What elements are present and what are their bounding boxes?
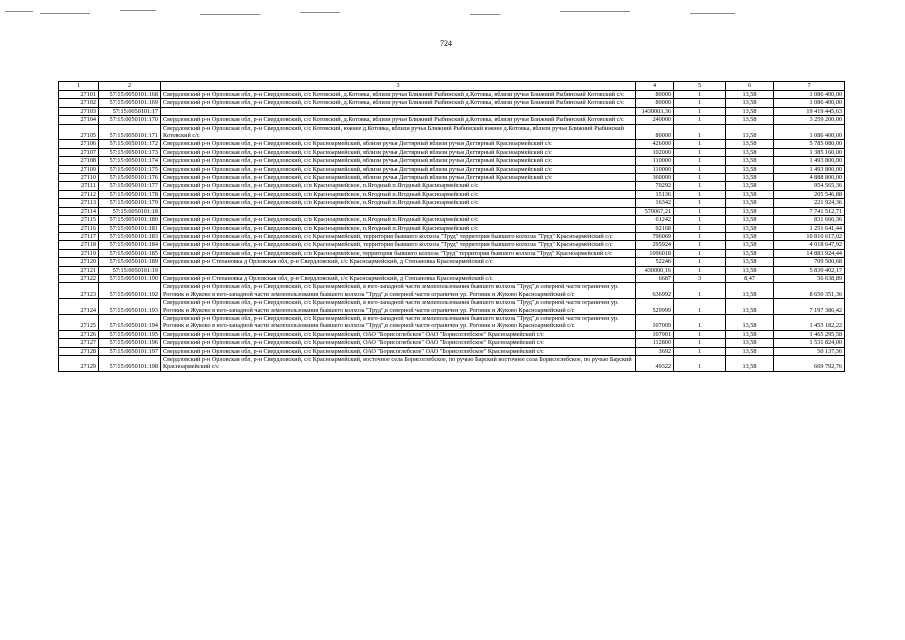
cadastral-number-cell: 57:15:0050101:189 bbox=[99, 258, 161, 266]
row-number-cell: 27126 bbox=[59, 330, 99, 338]
address-cell: Свердловский р-н Орловская обл, р-н Свердловский, с/с Красноармейский, вблизи ручья Дегтярный вблизи ручья Дегтярный Красноармейский с/с bbox=[161, 140, 636, 148]
area-cell: 15136 bbox=[636, 190, 674, 198]
column-header: 4 bbox=[636, 82, 674, 91]
value-cell: 1 453 182,22 bbox=[774, 314, 845, 330]
category-cell: 1 bbox=[674, 347, 726, 355]
value-cell: 1 086 400,00 bbox=[774, 99, 845, 107]
area-cell: 1096018 bbox=[636, 249, 674, 257]
category-cell: 1 bbox=[674, 283, 726, 299]
category-cell: 1 bbox=[674, 182, 726, 190]
address-cell: Свердловский р-н Орловская обл, р-н Свердловский, с/с Красноармейский, ОАО "Борисоглебское" ОАО "Борисоглебское" Красноармейский с/с bbox=[161, 330, 636, 338]
rate-cell: 13,58 bbox=[726, 249, 774, 257]
cadastral-number-cell: 57:15:0050101:18 bbox=[99, 207, 161, 215]
address-cell bbox=[161, 207, 636, 215]
table-header-row bbox=[59, 82, 845, 91]
table-row bbox=[59, 330, 845, 338]
cadastral-number-cell: 57:15:0050101:177 bbox=[99, 182, 161, 190]
row-number-cell: 27108 bbox=[59, 157, 99, 165]
category-cell: 1 bbox=[674, 241, 726, 249]
column-header: 7 bbox=[774, 82, 845, 91]
cadastral-number-cell: 57:15:0050101:195 bbox=[99, 330, 161, 338]
address-cell: Свердловский р-н Орловская обл, р-н Свердловский, с/с Красноармейский, ОАО "Борисоглебское" ОАО "Борисоглебское" Красноармейский с/с bbox=[161, 339, 636, 347]
row-number-cell: 27125 bbox=[59, 314, 99, 330]
row-number-cell: 27112 bbox=[59, 190, 99, 198]
row-number-cell: 27114 bbox=[59, 207, 99, 215]
table-row bbox=[59, 148, 845, 156]
table-row bbox=[59, 224, 845, 232]
rate-cell: 13,58 bbox=[726, 314, 774, 330]
category-cell: 1 bbox=[674, 124, 726, 140]
value-cell: 831 666,36 bbox=[774, 216, 845, 224]
value-cell: 56 638,89 bbox=[774, 274, 845, 282]
rate-cell: 13,58 bbox=[726, 116, 774, 124]
area-cell: 107009 bbox=[636, 314, 674, 330]
rate-cell: 13,58 bbox=[726, 356, 774, 372]
table-row bbox=[59, 165, 845, 173]
cadastral-number-cell: 57:15:0050101:174 bbox=[99, 157, 161, 165]
rate-cell: 13,58 bbox=[726, 216, 774, 224]
value-cell: 14 883 924,44 bbox=[774, 249, 845, 257]
table-row bbox=[59, 216, 845, 224]
row-number-cell: 27101 bbox=[59, 91, 99, 99]
area-cell: 570067,21 bbox=[636, 207, 674, 215]
cadastral-number-cell: 57:15:0050101:192 bbox=[99, 283, 161, 299]
address-cell bbox=[161, 107, 636, 115]
rate-cell: 13,58 bbox=[726, 232, 774, 240]
address-cell: Свердловский р-н Орловская обл, р-н Свердловский, с/с Котовский, д.Котовка, вблизи ручья Ближний Рыбинский д.Котовка, вблизи ручья Ближний Рыбинский Котовский с/с bbox=[161, 91, 636, 99]
rate-cell: 8,47 bbox=[726, 274, 774, 282]
area-cell: 112800 bbox=[636, 339, 674, 347]
rate-cell: 13,58 bbox=[726, 299, 774, 315]
value-cell: 8 650 351,36 bbox=[774, 283, 845, 299]
table-row bbox=[59, 356, 845, 372]
area-cell: 6687 bbox=[636, 274, 674, 282]
cadastral-number-cell: 57:15:0050101:181 bbox=[99, 224, 161, 232]
rate-cell: 13,58 bbox=[726, 258, 774, 266]
rate-cell: 13,58 bbox=[726, 148, 774, 156]
cadastral-number-cell: 57:15:0050101:169 bbox=[99, 99, 161, 107]
category-cell: 1 bbox=[674, 216, 726, 224]
category-cell: 1 bbox=[674, 299, 726, 315]
rate-cell: 13,58 bbox=[726, 157, 774, 165]
value-cell: 221 924,36 bbox=[774, 199, 845, 207]
value-cell: 1 465 295,58 bbox=[774, 330, 845, 338]
row-number-cell: 27109 bbox=[59, 165, 99, 173]
value-cell: 4 888 800,00 bbox=[774, 174, 845, 182]
cadastral-number-cell: 57:15:0050101:193 bbox=[99, 299, 161, 315]
rate-cell: 13,58 bbox=[726, 174, 774, 182]
address-cell: Свердловский р-н Орловская обл, р-н Свердловский, с/п Красноармейское, п.Ягодный п.Ягодный Красноармейский с/с bbox=[161, 224, 636, 232]
rate-cell: 13,58 bbox=[726, 207, 774, 215]
value-cell: 669 792,76 bbox=[774, 356, 845, 372]
value-cell: 1 493 800,00 bbox=[774, 165, 845, 173]
rate-cell: 13,58 bbox=[726, 330, 774, 338]
category-cell: 1 bbox=[674, 249, 726, 257]
rate-cell: 13,58 bbox=[726, 140, 774, 148]
value-cell: 1 531 824,00 bbox=[774, 339, 845, 347]
page-number: 724 bbox=[440, 39, 452, 48]
row-number-cell: 27107 bbox=[59, 148, 99, 156]
row-number-cell: 27116 bbox=[59, 224, 99, 232]
column-header: 2 bbox=[99, 82, 161, 91]
rate-cell: 13,58 bbox=[726, 107, 774, 115]
rate-cell: 13,58 bbox=[726, 91, 774, 99]
address-cell bbox=[161, 266, 636, 274]
row-number-cell: 27128 bbox=[59, 347, 99, 355]
cadastral-number-cell: 57:15:0050101:178 bbox=[99, 190, 161, 198]
area-cell: 102000 bbox=[636, 148, 674, 156]
column-header: 1 bbox=[59, 82, 99, 91]
category-cell: 1 bbox=[674, 266, 726, 274]
row-number-cell: 27119 bbox=[59, 249, 99, 257]
table-row bbox=[59, 339, 845, 347]
table-row bbox=[59, 249, 845, 257]
table-row bbox=[59, 190, 845, 198]
address-cell: Свердловский р-н Орловская обл, р-н Свердловский, с/п Красноармейское, территория бывшего колхоза "Труд" территория бывшего колхоза "Труд" Красноармейский с/с bbox=[161, 249, 636, 257]
cadastral-number-cell: 57:15:0050101:171 bbox=[99, 124, 161, 140]
address-cell: Свердловский р-н Орловская обл, р-н Свердловский, с/с Красноармейский, восточное села Борисоглебское, по ручью Барский восточнее села Борисоглебское, по ручью Барский Красноармейский с/с bbox=[161, 356, 636, 372]
cadastral-number-cell: 57:15:0050101:198 bbox=[99, 356, 161, 372]
value-cell: 7 741 512,71 bbox=[774, 207, 845, 215]
table-row bbox=[59, 283, 845, 299]
row-number-cell: 27115 bbox=[59, 216, 99, 224]
row-number-cell: 27123 bbox=[59, 283, 99, 299]
row-number-cell: 27106 bbox=[59, 140, 99, 148]
address-cell: Свердловский р-н Орловская обл, р-н Свердловский, с/с Красноармейский, вблизи ручья Дегтярный вблизи ручья Дегтярный Красноармейский с/с bbox=[161, 148, 636, 156]
table-row bbox=[59, 91, 845, 99]
table-row bbox=[59, 116, 845, 124]
row-number-cell: 27121 bbox=[59, 266, 99, 274]
area-cell: 52246 bbox=[636, 258, 674, 266]
table-row bbox=[59, 314, 845, 330]
rate-cell: 13,58 bbox=[726, 124, 774, 140]
area-cell: 240000 bbox=[636, 116, 674, 124]
area-cell: 49322 bbox=[636, 356, 674, 372]
category-cell: 1 bbox=[674, 339, 726, 347]
value-cell: 19 419 445,63 bbox=[774, 107, 845, 115]
value-cell: 954 565,36 bbox=[774, 182, 845, 190]
cadastral-number-cell: 57:15:0050101:173 bbox=[99, 148, 161, 156]
table-row bbox=[59, 182, 845, 190]
row-number-cell: 27120 bbox=[59, 258, 99, 266]
address-cell: Свердловский р-н Орловская обл, р-н Свердловский, с/с Красноармейский, в юго-западной части землепользования бывшего колхоза "Труд",в северной части ограничен ур. Роговик и Жуково в юго-западной части землепользования бывшего колхоза "Труд",в северной части ограничен ур. Роговик и Жуково Красноармейский с/с bbox=[161, 299, 636, 315]
area-cell: 70292 bbox=[636, 182, 674, 190]
area-cell: 16342 bbox=[636, 199, 674, 207]
cadastral-number-cell: 57:15:0050101:197 bbox=[99, 347, 161, 355]
rate-cell: 13,58 bbox=[726, 347, 774, 355]
value-cell: 10 810 617,02 bbox=[774, 232, 845, 240]
address-cell: Свердловский р-н Орловская обл, р-н Свердловский, с/с Котовский, южнее д.Котовка, вблизи ручья Ближний Рыбинский южнее д.Котовка, вблизи ручья Ближний Рыбинский Котовский с/с bbox=[161, 124, 636, 140]
area-cell: 80000 bbox=[636, 91, 674, 99]
category-cell: 1 bbox=[674, 174, 726, 182]
category-cell: 1 bbox=[674, 116, 726, 124]
category-cell: 1 bbox=[674, 140, 726, 148]
table-row bbox=[59, 199, 845, 207]
area-cell: 796069 bbox=[636, 232, 674, 240]
table-row bbox=[59, 274, 845, 282]
row-number-cell: 27118 bbox=[59, 241, 99, 249]
row-number-cell: 27124 bbox=[59, 299, 99, 315]
value-cell: 1 385 160,00 bbox=[774, 148, 845, 156]
area-cell: 110000 bbox=[636, 157, 674, 165]
address-cell: Свердловский р-н Орловская обл, р-н Свердловский, с/с Красноармейский, в юго-западной части землепользования бывшего колхоза "Труд",в северной части ограничен ур. Роговик и Жуково в юго-западной части землепользования бывшего колхоза "Труд",в северной части ограничен ур. Роговик и Жуково Красноармейский с/с bbox=[161, 314, 636, 330]
address-cell: Свердловский р-н Степановка д Орловская обл, р-н Свердловский, с/с Красноармейский, д Степановка Красноармейский с/с bbox=[161, 258, 636, 266]
cadastral-number-cell: 57:15:0050101:184 bbox=[99, 241, 161, 249]
address-cell: Свердловский р-н Орловская обл, р-н Свердловский, с/п Красноармейское, п.Ягодный п.Ягодный Красноармейский с/с bbox=[161, 190, 636, 198]
table-row bbox=[59, 124, 845, 140]
value-cell: 5 839 402,17 bbox=[774, 266, 845, 274]
row-number-cell: 27103 bbox=[59, 107, 99, 115]
area-cell: 430000,16 bbox=[636, 266, 674, 274]
table-row bbox=[59, 241, 845, 249]
table-row bbox=[59, 140, 845, 148]
value-cell: 1 086 400,00 bbox=[774, 124, 845, 140]
rate-cell: 13,58 bbox=[726, 182, 774, 190]
cadastral-number-cell: 57:15:0050101:179 bbox=[99, 199, 161, 207]
category-cell: 1 bbox=[674, 91, 726, 99]
address-cell: Свердловский р-н Орловская обл, р-н Свердловский, с/с Красноармейский, вблизи ручья Дегтярный вблизи ручья Дегтярный Красноармейский с/с bbox=[161, 165, 636, 173]
area-cell: 636992 bbox=[636, 283, 674, 299]
cadastral-number-cell: 57:15:0050101:196 bbox=[99, 339, 161, 347]
rate-cell: 13,58 bbox=[726, 99, 774, 107]
scan-noise bbox=[0, 10, 905, 16]
category-cell: 1 bbox=[674, 99, 726, 107]
area-cell: 107901 bbox=[636, 330, 674, 338]
area-cell: 3692 bbox=[636, 347, 674, 355]
value-cell: 205 546,88 bbox=[774, 190, 845, 198]
address-cell: Свердловский р-н Орловская обл, р-н Свердловский, с/п Красноармейское, п.Ягодный п.Ягодный Красноармейский с/с bbox=[161, 216, 636, 224]
address-cell: Свердловский р-н Орловская обл, р-н Свердловский, с/с Котовский, д.Котовка, вблизи ручья Ближний Рыбинский д.Котовка, вблизи ручья Ближний Рыбинский Котовский с/с bbox=[161, 116, 636, 124]
column-header: 5 bbox=[674, 82, 726, 91]
table-row bbox=[59, 99, 845, 107]
value-cell: 3 259 200,00 bbox=[774, 116, 845, 124]
land-registry-table bbox=[58, 81, 845, 372]
category-cell: 3 bbox=[674, 274, 726, 282]
address-cell: Свердловский р-н Орловская обл, р-н Свердловский, с/п Красноармейское, п.Ягодный п.Ягодный Красноармейский с/с bbox=[161, 199, 636, 207]
cadastral-number-cell: 57:15:0050101:183 bbox=[99, 232, 161, 240]
cadastral-number-cell: 57:15:0050101:17 bbox=[99, 107, 161, 115]
address-cell: Свердловский р-н Орловская обл, р-н Свердловский, с/с Красноармейский, территория бывшего колхоза "Труд" территория бывшего колхоза "Труд" Красноармейский с/с bbox=[161, 241, 636, 249]
table-row bbox=[59, 347, 845, 355]
value-cell: 50 137,36 bbox=[774, 347, 845, 355]
rate-cell: 13,58 bbox=[726, 283, 774, 299]
cadastral-number-cell: 57:15:0050101:170 bbox=[99, 116, 161, 124]
table-row bbox=[59, 174, 845, 182]
address-cell: Свердловский р-н Орловская обл, р-н Свердловский, с/с Красноармейский, вблизи ручья Дегтярный вблизи ручья Дегтярный Красноармейский с/с bbox=[161, 157, 636, 165]
row-number-cell: 27110 bbox=[59, 174, 99, 182]
cadastral-number-cell: 57:15:0050101:175 bbox=[99, 165, 161, 173]
area-cell: 360000 bbox=[636, 174, 674, 182]
area-cell: 80000 bbox=[636, 99, 674, 107]
column-header: 3 bbox=[161, 82, 636, 91]
value-cell: 709 500,68 bbox=[774, 258, 845, 266]
address-cell: Свердловский р-н Орловская обл, р-н Свердловский, с/с Котовский, д.Котовка, вблизи ручья Ближний Рыбинский д.Котовка, вблизи ручья Ближний Рыбинский Котовский с/с bbox=[161, 99, 636, 107]
area-cell: 61242 bbox=[636, 216, 674, 224]
rate-cell: 13,58 bbox=[726, 165, 774, 173]
table-row bbox=[59, 232, 845, 240]
area-cell: 529999 bbox=[636, 299, 674, 315]
address-cell: Свердловский р-н Орловская обл, р-н Свердловский, с/п Красноармейское, п.Ягодный п.Ягодный Красноармейский с/с bbox=[161, 182, 636, 190]
area-cell: 92168 bbox=[636, 224, 674, 232]
value-cell: 1 086 400,00 bbox=[774, 91, 845, 99]
category-cell: 1 bbox=[674, 190, 726, 198]
table-row bbox=[59, 157, 845, 165]
cadastral-number-cell: 57:15:0050101:19 bbox=[99, 266, 161, 274]
category-cell: 1 bbox=[674, 165, 726, 173]
category-cell: 1 bbox=[674, 232, 726, 240]
table-row bbox=[59, 107, 845, 115]
row-number-cell: 27129 bbox=[59, 356, 99, 372]
category-cell: 1 bbox=[674, 356, 726, 372]
area-cell: 426000 bbox=[636, 140, 674, 148]
cadastral-number-cell: 57:15:0050101:172 bbox=[99, 140, 161, 148]
cadastral-number-cell: 57:15:0050101:168 bbox=[99, 91, 161, 99]
rate-cell: 13,58 bbox=[726, 266, 774, 274]
category-cell: 1 bbox=[674, 199, 726, 207]
category-cell: 1 bbox=[674, 224, 726, 232]
rate-cell: 13,58 bbox=[726, 224, 774, 232]
rate-cell: 13,58 bbox=[726, 241, 774, 249]
area-cell: 80000 bbox=[636, 124, 674, 140]
cadastral-number-cell: 57:15:0050101:190 bbox=[99, 274, 161, 282]
category-cell: 1 bbox=[674, 157, 726, 165]
category-cell: 1 bbox=[674, 148, 726, 156]
value-cell: 1 251 641,44 bbox=[774, 224, 845, 232]
row-number-cell: 27113 bbox=[59, 199, 99, 207]
cadastral-number-cell: 57:15:0050101:185 bbox=[99, 249, 161, 257]
row-number-cell: 27117 bbox=[59, 232, 99, 240]
rate-cell: 13,58 bbox=[726, 190, 774, 198]
value-cell: 1 493 800,00 bbox=[774, 157, 845, 165]
column-header: 6 bbox=[726, 82, 774, 91]
row-number-cell: 27122 bbox=[59, 274, 99, 282]
cadastral-number-cell: 57:15:0050101:194 bbox=[99, 314, 161, 330]
category-cell: 1 bbox=[674, 314, 726, 330]
address-cell: Свердловский р-н Орловская обл, р-н Свердловский, с/с Красноармейский, ОАО "Борисоглебское" ОАО "Борисоглебское" Красноармейский с/с bbox=[161, 347, 636, 355]
value-cell: 7 197 386,42 bbox=[774, 299, 845, 315]
address-cell: Свердловский р-н Степановка д Орловская обл, р-н Свердловский, с/с Красноармейский, д Степановка Красноармейский с/с bbox=[161, 274, 636, 282]
value-cell: 4 018 647,92 bbox=[774, 241, 845, 249]
area-cell: 295924 bbox=[636, 241, 674, 249]
address-cell: Свердловский р-н Орловская обл, р-н Свердловский, с/с Красноармейский, территория бывшего колхоза "Труд" территория бывшего колхоза "Труд" Красноармейский с/с bbox=[161, 232, 636, 240]
category-cell: 1 bbox=[674, 107, 726, 115]
category-cell: 1 bbox=[674, 258, 726, 266]
category-cell: 1 bbox=[674, 207, 726, 215]
table-row bbox=[59, 207, 845, 215]
row-number-cell: 27111 bbox=[59, 182, 99, 190]
area-cell: 1430003,36 bbox=[636, 107, 674, 115]
value-cell: 5 785 080,00 bbox=[774, 140, 845, 148]
table-row bbox=[59, 266, 845, 274]
row-number-cell: 27127 bbox=[59, 339, 99, 347]
area-cell: 110000 bbox=[636, 165, 674, 173]
table-row bbox=[59, 299, 845, 315]
rate-cell: 13,58 bbox=[726, 199, 774, 207]
cadastral-number-cell: 57:15:0050101:180 bbox=[99, 216, 161, 224]
row-number-cell: 27102 bbox=[59, 99, 99, 107]
address-cell: Свердловский р-н Орловская обл, р-н Свердловский, с/с Красноармейский, в юго-западной части землепользования бывшего колхоза "Труд",в северной части ограничен ур. Роговик и Жуково в юго-западной части землепользования бывшего колхоза "Труд",в северной части ограничен ур. Роговик и Жуково Красноармейский с/с bbox=[161, 283, 636, 299]
row-number-cell: 27104 bbox=[59, 116, 99, 124]
address-cell: Свердловский р-н Орловская обл, р-н Свердловский, с/с Красноармейский, вблизи ручья Дегтярный вблизи ручья Дегтярный Красноармейский с/с bbox=[161, 174, 636, 182]
category-cell: 1 bbox=[674, 330, 726, 338]
row-number-cell: 27105 bbox=[59, 124, 99, 140]
rate-cell: 13,58 bbox=[726, 339, 774, 347]
cadastral-number-cell: 57:15:0050101:176 bbox=[99, 174, 161, 182]
table-row bbox=[59, 258, 845, 266]
